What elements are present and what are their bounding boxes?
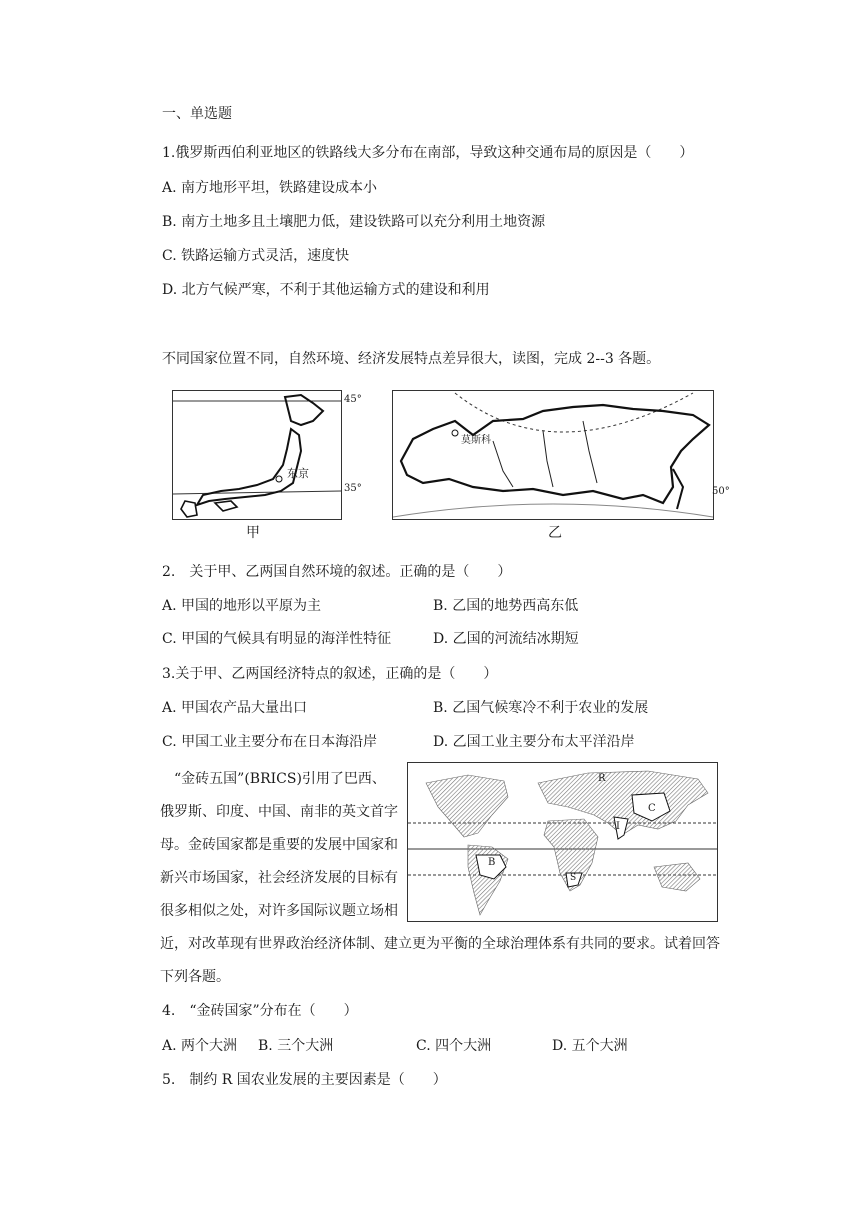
map-yi-lat: 50° bbox=[712, 486, 730, 497]
map-jia-city: 东京 bbox=[287, 467, 309, 480]
intro-2-3: 不同国家位置不同，自然环境、经济发展特点差异很大，读图，完成 2--3 各题。 bbox=[162, 351, 661, 367]
brics-intro-line-6: 近，对改革现有世界政治经济体制、建立更为平衡的全球治理体系有共同的要求。试着回答 bbox=[160, 936, 720, 952]
world-map-label-b: B bbox=[488, 857, 496, 868]
q4-option-a: A. 两个大洲 bbox=[162, 1038, 238, 1054]
map-yi-city: 莫斯科 bbox=[461, 435, 491, 446]
map-jia-lat-top: 45° bbox=[344, 394, 362, 405]
world-map-label-s: S bbox=[570, 873, 577, 883]
q3-option-a: A. 甲国农产品大量出口 bbox=[162, 700, 308, 716]
q1-option-b: B. 南方土地多且土壤肥力低，建设铁路可以充分利用土地资源 bbox=[162, 214, 546, 230]
brics-intro-line-2: 俄罗斯、印度、中国、南非的英文首字 bbox=[160, 804, 398, 820]
q2-option-a: A. 甲国的地形以平原为主 bbox=[162, 598, 322, 614]
map-jia-lat-bottom: 35° bbox=[344, 483, 362, 494]
q4-option-d: D. 五个大洲 bbox=[552, 1038, 628, 1054]
map-japan bbox=[172, 390, 342, 520]
q3-option-c: C. 甲国工业主要分布在日本海沿岸 bbox=[162, 734, 378, 750]
map-russia bbox=[392, 390, 714, 520]
russia-map-svg bbox=[393, 391, 713, 519]
section-title: 一、单选题 bbox=[162, 106, 232, 122]
brics-intro-line-7: 下列各题。 bbox=[160, 969, 230, 985]
map-jia-caption: 甲 bbox=[246, 525, 260, 541]
world-map-label-i: I bbox=[616, 821, 620, 832]
q2-option-d: D. 乙国的河流结冰期短 bbox=[433, 631, 579, 647]
world-map-svg bbox=[408, 763, 717, 921]
question-3-stem: 3.关于甲、乙两国经济特点的叙述，正确的是（ ） bbox=[162, 666, 498, 682]
q2-option-b: B. 乙国的地势西高东低 bbox=[433, 598, 579, 614]
q4-option-b: B. 三个大洲 bbox=[258, 1038, 334, 1054]
japan-map-svg bbox=[173, 391, 341, 519]
question-4-stem: 4. “金砖国家”分布在（ ） bbox=[162, 1003, 358, 1019]
brics-intro-line-1: “金砖五国”(BRICS)引用了巴西、 bbox=[174, 771, 386, 787]
map-yi-caption: 乙 bbox=[548, 525, 562, 541]
question-2-stem: 2. 关于甲、乙两国自然环境的叙述。正确的是（ ） bbox=[162, 564, 512, 580]
q1-option-a: A. 南方地形平坦，铁路建设成本小 bbox=[162, 180, 378, 196]
world-map bbox=[407, 762, 718, 922]
q1-option-c: C. 铁路运输方式灵活，速度快 bbox=[162, 248, 350, 264]
q2-option-c: C. 甲国的气候具有明显的海洋性特征 bbox=[162, 631, 392, 647]
brics-intro-line-3: 母。金砖国家都是重要的发展中国家和 bbox=[160, 837, 398, 853]
brics-intro-line-4: 新兴市场国家，社会经济发展的目标有 bbox=[160, 870, 398, 886]
world-map-label-r: R bbox=[598, 773, 606, 784]
q3-option-d: D. 乙国工业主要分布太平洋沿岸 bbox=[433, 734, 635, 750]
q1-option-d: D. 北方气候严寒，不利于其他运输方式的建设和利用 bbox=[162, 282, 490, 298]
q4-option-c: C. 四个大洲 bbox=[416, 1038, 492, 1054]
question-5-stem: 5. 制约 R 国农业发展的主要因素是（ ） bbox=[162, 1072, 447, 1088]
world-map-label-c: C bbox=[648, 803, 656, 814]
brics-intro-line-5: 很多相似之处，对许多国际议题立场相 bbox=[160, 903, 398, 919]
q3-option-b: B. 乙国气候寒冷不利于农业的发展 bbox=[433, 700, 649, 716]
question-1-stem: 1.俄罗斯西伯利亚地区的铁路线大多分布在南部，导致这种交通布局的原因是（ ） bbox=[162, 145, 694, 161]
